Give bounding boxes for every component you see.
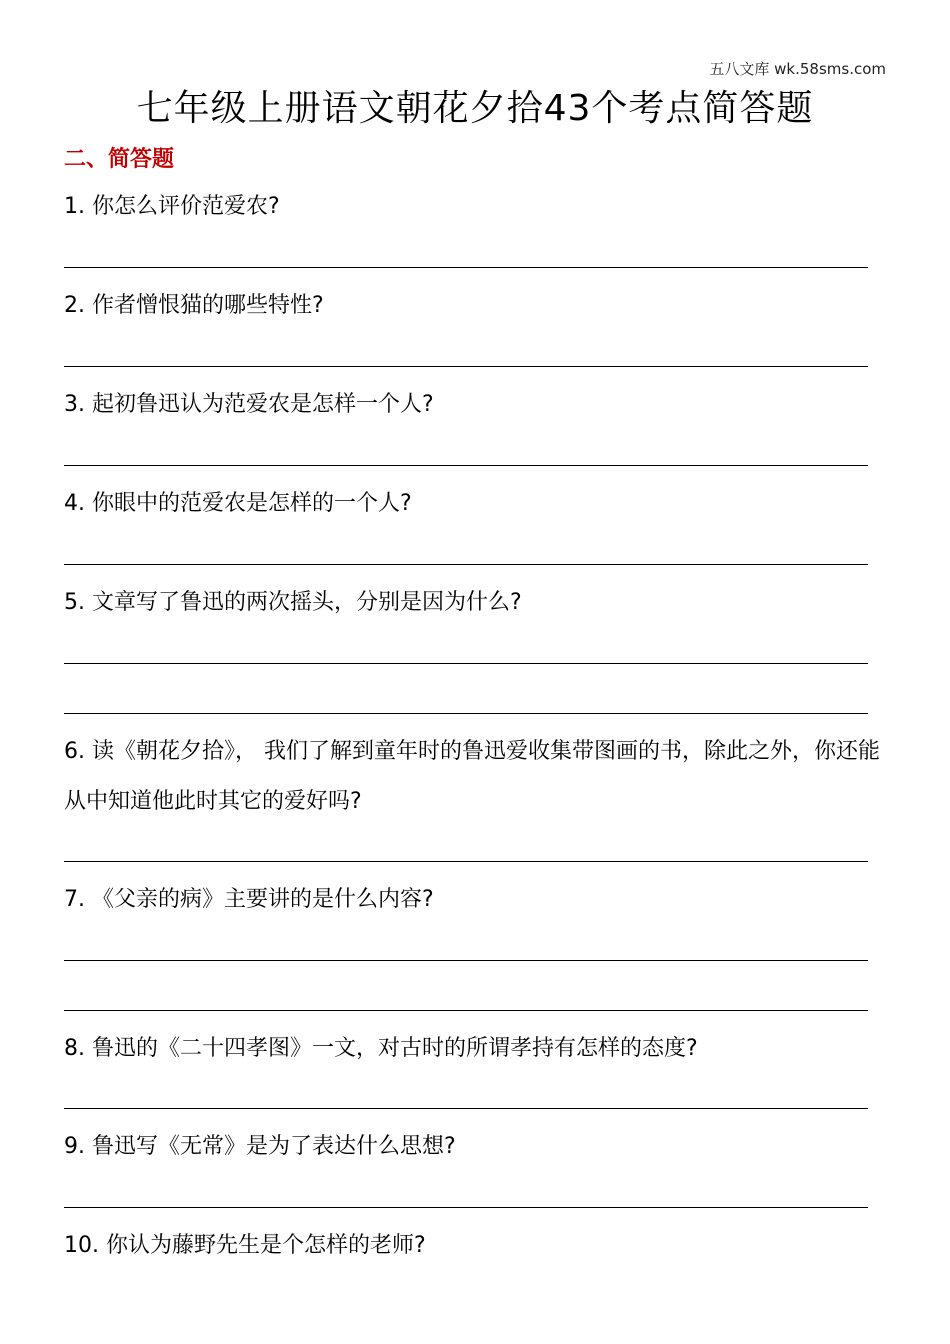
question-2: 2. 作者憎恨猫的哪些特性? xyxy=(64,293,324,318)
answer-line xyxy=(64,861,868,862)
answer-line xyxy=(64,366,868,367)
question-9: 9. 鲁迅写《无常》是为了表达什么思想? xyxy=(64,1134,456,1159)
question-5: 5. 文章写了鲁迅的两次摇头，分别是因为什么? xyxy=(64,590,522,615)
answer-line xyxy=(64,267,868,268)
answer-line xyxy=(64,465,868,466)
answer-line xyxy=(64,1207,868,1208)
question-7: 7. 《父亲的病》主要讲的是什么内容? xyxy=(64,887,434,912)
question-8: 8. 鲁迅的《二十四孝图》一文，对古时的所谓孝持有怎样的态度? xyxy=(64,1036,698,1061)
answer-line xyxy=(64,713,868,714)
answer-line xyxy=(64,1010,868,1011)
question-4: 4. 你眼中的范爱农是怎样的一个人? xyxy=(64,491,412,516)
question-1: 1. 你怎么评价范爱农? xyxy=(64,194,280,219)
question-3: 3. 起初鲁迅认为范爱农是怎样一个人? xyxy=(64,392,434,417)
question-6: 6. 读《朝花夕拾》， 我们了解到童年时的鲁迅爱收集带图画的书，除此之外，你还能从中知道他此时其它的爱好吗? xyxy=(64,739,880,814)
answer-line xyxy=(64,1108,868,1109)
answer-line xyxy=(64,663,868,664)
question-10: 10. 你认为藤野先生是个怎样的老师? xyxy=(64,1233,426,1258)
watermark: 五八文库 wk.58sms.com xyxy=(709,60,886,78)
answer-line xyxy=(64,960,868,961)
answer-line xyxy=(64,564,868,565)
section-heading: 二、简答题 xyxy=(64,147,175,172)
document-title: 七年级上册语文朝花夕拾43个考点简答题 xyxy=(136,88,814,129)
